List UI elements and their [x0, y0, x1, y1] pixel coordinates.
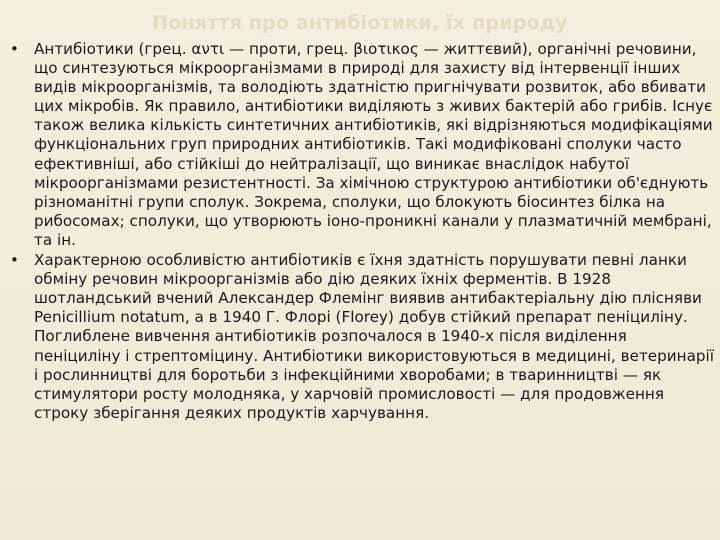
bullet-item-history	[8, 251, 714, 423]
bullet-text-definition: Антибіотики (грец. αντι — проти, грец. βιοτικος — життєвий), органічні речовини, що синтезуються мікроорганізмами в природі для захисту від інтервенції інших видів мікроорганізмів, та володіють здатністю пригнічувати розвиток, або вбивати цих мікробів. Як правило, антибіотики виділяють з живих бактерій або грибів. Існує також велика кількість синтетичних антибіотиків, які відрізняються модифікаціями функціональних груп природних антибіотиків. Такі модифіковані сполуки часто ефективніші, або стійкіші до нейтралізації, що виникає внаслідок набутої мікроорганізмами резистентності. За хімічною структурою антибіотики об'єднують різноманітні групи сполук. Зокрема, сполуки, що блокують біосинтез білка на рибосомах; сполуки, що утворюють іоно-проникні канали у плазматичній мембрані, та ін.	[34, 40, 713, 249]
bullet-item-definition	[8, 40, 714, 250]
bullet-marker: •	[10, 251, 19, 270]
bullet-marker: •	[10, 40, 19, 58]
bullet-list	[8, 40, 714, 424]
bullet-text-history: Характерною особливістю антибіотиків є їхня здатність порушувати певні ланки обміну речовин мікроорганізмів або дію деяких їхніх ферментів. В 1928 шотландський вчений Александер Флемінг виявив антибактеріальну дію плісняви Penicillium notatum, а в 1940 Г. Флорі (Florey) добув стійкий препарат пеніциліну. Поглиблене вивчення антибіотиків розпочалося в 1940-х після виділення пеніциліну і стрептоміцину. Антибіотики використовуються в медицині, ветеринарії і рослинництві для боротьби з інфекційними хворобами; в тваринництві — як стимулятори росту молодняка, у харчовій промисловості — для продовження строку зберігання деяких продуктів харчування.	[34, 251, 714, 422]
slide-title: Поняття про антибіотики, їх природу	[152, 12, 568, 34]
